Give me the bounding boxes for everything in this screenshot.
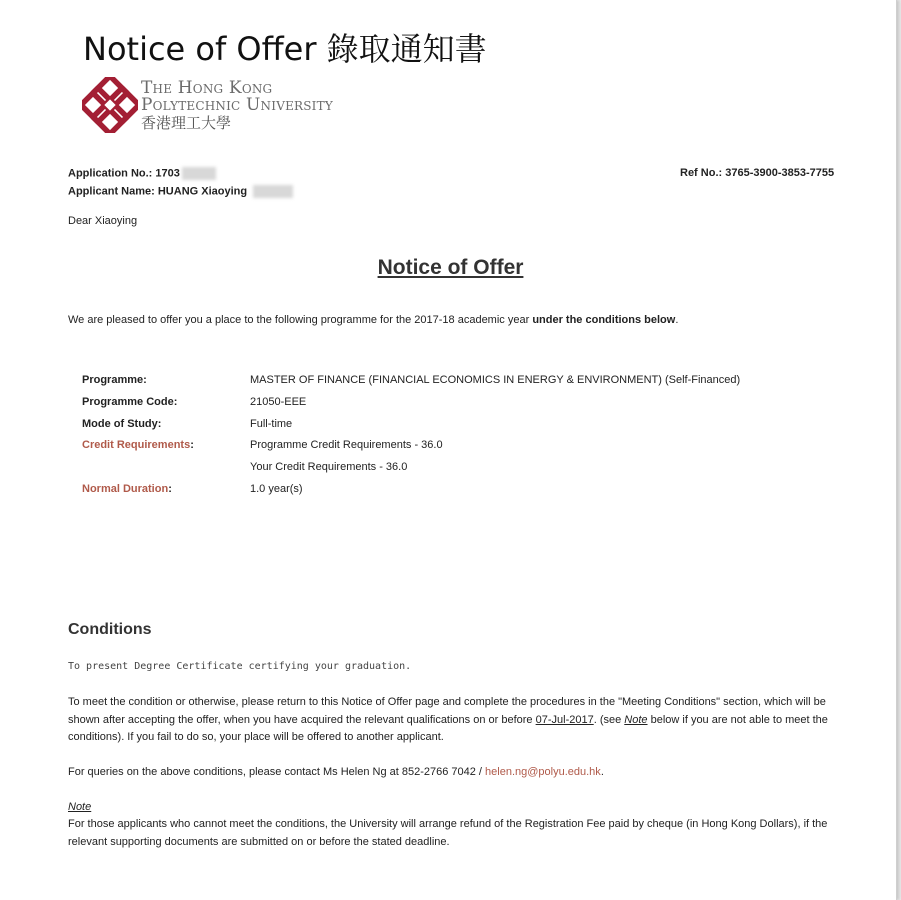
intro-text: We are pleased to offer you a place to the following programme for the 2017-18 academic year under the conditions below.: [68, 314, 679, 326]
polyu-logo-icon: [82, 77, 138, 133]
university-name: [141, 80, 333, 132]
programme-code-value: 21050-EEE: [250, 396, 307, 408]
reference-number: Ref No.: 3765-3900-3853-7755: [680, 167, 835, 179]
programme-label: Programme:: [82, 374, 147, 386]
credit-requirements-label: Credit Requirements:: [82, 439, 194, 451]
notice-heading: Notice of Offer: [377, 256, 524, 279]
your-credit-value: Your Credit Requirements - 36.0: [250, 461, 408, 473]
programme-code-label: Programme Code:: [82, 396, 178, 408]
deadline-date: 07-Jul-2017: [535, 713, 594, 726]
greeting: Dear Xiaoying: [68, 215, 138, 227]
note-reference: Note: [624, 713, 648, 726]
application-number: Application No.: 1703: [68, 167, 216, 180]
normal-duration-value: 1.0 year(s): [250, 483, 303, 495]
note-text: For those applicants who cannot meet the conditions, the University will arrange refund of the Registration Fee paid by cheque (in Hong Kong Dollars), if the relevant supporting documents are submitted on or before the stated deadline.: [68, 818, 828, 848]
normal-duration-label: Normal Duration:: [82, 483, 172, 495]
redacted-mark: [253, 185, 293, 198]
applicant-name: Applicant Name: HUANG Xiaoying: [68, 185, 293, 198]
condition-item: To present Degree Certificate certifying your graduation.: [68, 661, 412, 672]
logo-line-1: The Hong Kong: [141, 78, 273, 98]
logo-line-2: Polytechnic University: [141, 95, 333, 115]
logo-line-3: 香港理工大學: [141, 114, 232, 132]
conditions-heading: Conditions: [68, 621, 152, 638]
contact-email-link[interactable]: helen.ng@polyu.edu.hk: [485, 766, 601, 778]
page-title: Notice of Offer 錄取通知書: [83, 30, 487, 68]
queries-paragraph: For queries on the above conditions, please contact Ms Helen Ng at 852-2766 7042 / helen.ng@polyu.edu.hk.: [68, 766, 604, 778]
mode-of-study-value: Full-time: [250, 418, 293, 430]
note-heading: Note: [68, 801, 92, 813]
programme-value: MASTER OF FINANCE (FINANCIAL ECONOMICS IN ENERGY & ENVIRONMENT) (Self-Financed): [250, 374, 741, 386]
programme-credit-value: Programme Credit Requirements - 36.0: [250, 439, 443, 451]
conditions-paragraph: To meet the condition or otherwise, please return to this Notice of Offer page and complete the procedures in the "Meeting Conditions" section, which will be shown after accepting the offer, when you have acquired the relevant qualifications on or before 07-Jul-2017. (see Note below if you are not able to meet the conditions). If you fail to do so, your place will be offered to another applicant.: [68, 696, 828, 743]
mode-of-study-label: Mode of Study:: [82, 418, 162, 430]
redacted-mark: [182, 167, 216, 180]
